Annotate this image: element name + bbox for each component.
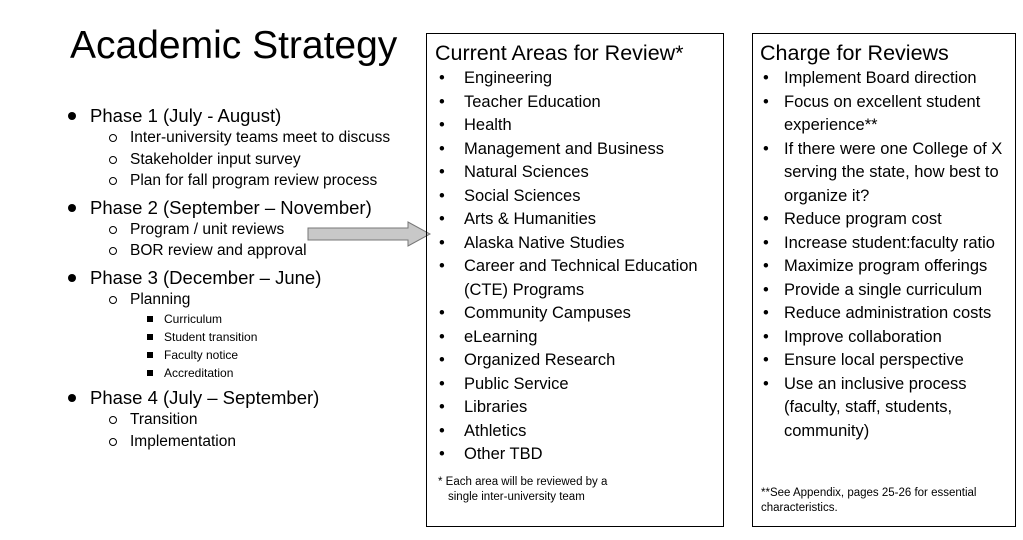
list-item: [753, 232, 1015, 256]
areas-list: [427, 67, 723, 467]
list-item: [427, 138, 723, 162]
list-item-label: Public Service: [464, 374, 569, 393]
list-item-label: Maximize program offerings: [784, 257, 988, 275]
phase-subitem-label: Program / unit reviews: [130, 220, 285, 238]
list-item-label: Ensure local perspective: [784, 351, 964, 369]
phase-heading: [68, 196, 428, 219]
square-bullet-icon: [147, 352, 153, 358]
list-item: [427, 161, 723, 185]
list-item-label: Improve collaboration: [784, 327, 942, 346]
list-item: [427, 443, 723, 467]
charge-footnote: **See Appendix, pages 25-26 for essential characteristics.: [761, 487, 977, 514]
list-item: [753, 373, 1015, 444]
phase-subsubitem: [68, 364, 428, 382]
list-item: [427, 232, 723, 256]
list-item: [753, 67, 1015, 91]
bullet-icon: •: [439, 69, 445, 87]
bullet-icon: •: [439, 421, 445, 440]
list-item-label: Other TBD: [464, 445, 543, 463]
bullet-icon: •: [763, 327, 769, 346]
phase-list: [68, 104, 428, 452]
phase-subsubitem-label: Curriculum: [164, 312, 223, 326]
bullet-icon: •: [763, 92, 769, 111]
circle-bullet-icon: [109, 438, 117, 446]
square-bullet-icon: [147, 316, 153, 322]
list-item: [427, 91, 723, 115]
list-item-label: Libraries: [464, 398, 528, 416]
list-item-label: Social Sciences: [464, 186, 581, 205]
bullet-icon: •: [439, 445, 445, 463]
circle-bullet-icon: [109, 296, 117, 304]
bullet-icon: •: [439, 398, 445, 416]
phase-subitem-label: Inter-university teams meet to discuss: [130, 129, 391, 146]
phase-heading: [68, 104, 428, 127]
list-item: [427, 326, 723, 350]
phase-subitem: [68, 127, 428, 149]
bullet-icon: •: [439, 92, 445, 111]
bullet-icon: •: [439, 327, 445, 346]
phase-heading: [68, 266, 428, 289]
list-item: [753, 208, 1015, 232]
list-item-label: Engineering: [464, 69, 553, 87]
arrow-right-icon: [307, 221, 432, 247]
list-item: [427, 67, 723, 91]
list-item-label: eLearning: [464, 327, 538, 346]
phase-subsubitem: [68, 328, 428, 346]
list-item-label: Natural Sciences: [464, 163, 589, 181]
phase-subitem-label: BOR review and approval: [130, 242, 307, 259]
list-item: [427, 302, 723, 326]
areas-footnote: [438, 475, 708, 505]
list-item: [427, 373, 723, 397]
phase-subitem: [68, 149, 428, 171]
bullet-icon: •: [763, 257, 769, 275]
list-item-label: Community Campuses: [464, 304, 631, 322]
list-item-label: Implement Board direction: [784, 69, 977, 87]
bullet-dot-icon: [68, 274, 76, 282]
bullet-icon: •: [763, 351, 769, 369]
list-item-label: If there were one College of X serving the state, how best to organize it?: [784, 139, 1003, 205]
bullet-dot-icon: [68, 394, 76, 402]
list-item-label: Health: [464, 116, 512, 134]
bullet-icon: •: [439, 116, 445, 134]
list-item-label: Organized Research: [464, 351, 616, 369]
areas-title: Current Areas for Review*: [435, 41, 684, 65]
bullet-icon: •: [763, 374, 769, 393]
list-item: [753, 138, 1015, 209]
bullet-dot-icon: [68, 112, 76, 120]
bullet-icon: •: [763, 69, 769, 87]
phase-subsubitem-label: Accreditation: [164, 366, 234, 380]
bullet-icon: •: [439, 186, 445, 205]
list-item-label: Increase student:faculty ratio: [784, 233, 995, 252]
phase-heading: [68, 386, 428, 409]
phase-subitem-label: Transition: [130, 411, 198, 428]
circle-bullet-icon: [109, 247, 117, 255]
phase-subsubitem-label: Faculty notice: [164, 348, 239, 362]
list-item: [753, 302, 1015, 326]
list-item-label: Provide a single curriculum: [784, 280, 983, 299]
list-item: [427, 114, 723, 138]
phase-subitem-label: Plan for fall program review process: [130, 172, 378, 189]
bullet-icon: •: [763, 304, 769, 322]
list-item: [427, 420, 723, 444]
charge-for-reviews-box: [752, 33, 1016, 527]
list-item-label: Focus on excellent student experience**: [784, 92, 981, 134]
circle-bullet-icon: [109, 226, 117, 234]
phase-subitem-label: Planning: [130, 290, 191, 308]
square-bullet-icon: [147, 370, 153, 376]
phase-subitem: [68, 409, 428, 431]
bullet-icon: •: [439, 163, 445, 181]
circle-bullet-icon: [109, 134, 117, 142]
bullet-icon: •: [763, 139, 769, 158]
square-bullet-icon: [147, 334, 153, 340]
list-item: [427, 396, 723, 420]
bullet-icon: •: [763, 233, 769, 252]
list-item-label: Arts & Humanities: [464, 210, 597, 228]
phase-subsubitem: [68, 346, 428, 364]
circle-bullet-icon: [109, 156, 117, 164]
list-item: [427, 349, 723, 373]
phase-subsubitem-label: Student transition: [164, 330, 258, 344]
phase-label: Phase 4 (July – September): [90, 387, 320, 408]
charge-list: [753, 67, 1015, 443]
list-item: [753, 91, 1015, 138]
bullet-icon: •: [439, 257, 445, 275]
list-item: [753, 255, 1015, 279]
phase-label: Phase 3 (December – June): [90, 266, 322, 288]
phase-subsubitem: [68, 310, 428, 328]
page-title: Academic Strategy: [70, 24, 398, 67]
list-item-label: Use an inclusive process (faculty, staff, students, community): [784, 374, 967, 440]
bullet-icon: •: [439, 210, 445, 228]
phase-subitem-label: Implementation: [130, 432, 236, 450]
phase-subitem: [68, 170, 428, 192]
phase-subitem: [68, 289, 428, 311]
list-item-label: Athletics: [464, 421, 527, 440]
list-item-label: Alaska Native Studies: [464, 233, 625, 252]
phase-label: Phase 1 (July - August): [90, 105, 282, 126]
bullet-icon: •: [439, 233, 445, 252]
list-item-label: Management and Business: [464, 139, 664, 158]
charge-title: Charge for Reviews: [760, 41, 949, 65]
circle-bullet-icon: [109, 416, 117, 424]
phase-subitem: [68, 431, 428, 453]
bullet-icon: •: [439, 304, 445, 322]
list-item: [753, 279, 1015, 303]
list-item: [427, 208, 723, 232]
bullet-icon: •: [439, 139, 445, 158]
circle-bullet-icon: [109, 177, 117, 185]
bullet-icon: •: [763, 280, 769, 299]
bullet-icon: •: [763, 210, 769, 228]
bullet-dot-icon: [68, 204, 76, 212]
list-item: [753, 349, 1015, 373]
phase-label: Phase 2 (September – November): [90, 196, 372, 218]
list-item: [753, 326, 1015, 350]
bullet-icon: •: [439, 374, 445, 393]
areas-for-review-box: [426, 33, 724, 527]
list-item-label: Career and Technical Education (CTE) Programs: [464, 257, 698, 299]
areas-footnote-line1: * Each area will be reviewed by a: [438, 476, 608, 488]
bullet-icon: •: [439, 351, 445, 369]
list-item: [427, 255, 723, 302]
list-item-label: Teacher Education: [464, 92, 601, 111]
phase-subitem-label: Stakeholder input survey: [130, 150, 301, 168]
list-item-label: Reduce administration costs: [784, 304, 992, 322]
list-item-label: Reduce program cost: [784, 210, 942, 228]
list-item: [427, 185, 723, 209]
areas-footnote-line2: single inter-university team: [448, 491, 585, 503]
